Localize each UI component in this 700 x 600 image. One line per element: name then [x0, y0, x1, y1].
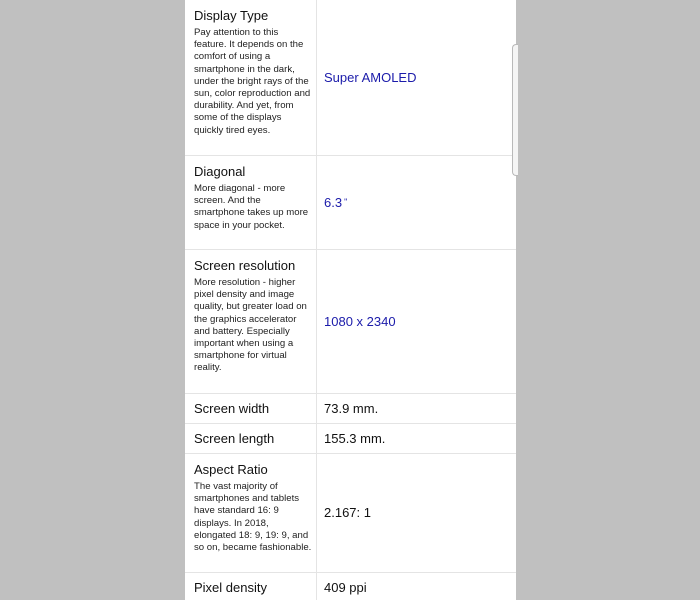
- spec-label-cell: [185, 573, 317, 600]
- spec-value: 73.9 mm.: [324, 400, 379, 416]
- spec-label: Display Type: [194, 8, 269, 23]
- spec-label-cell: [185, 424, 317, 453]
- spec-value: 155.3 mm.: [324, 430, 386, 446]
- spec-label: Aspect Ratio: [194, 462, 268, 477]
- spec-label-cell: [185, 454, 317, 572]
- spec-value-cell: [317, 573, 516, 600]
- spec-description: More resolution - higher pixel density and image quality, but greater load on the graphics accelerator and battery. Especially important when using a smartphone for virtual reality.: [194, 277, 307, 374]
- spec-value-cell: [317, 156, 516, 249]
- spec-value-link[interactable]: Super AMOLED: [324, 69, 417, 85]
- spec-label-cell: [185, 156, 317, 249]
- spec-value-number: 6.3: [324, 195, 343, 210]
- spec-row-screen-length: [185, 424, 516, 454]
- spec-description: Pay attention to this feature. It depends on the comfort of using a smartphone in the dark, under the bright rays of the sun, color reproduction and durability. And yet, from some of the displays quickly tired eyes.: [194, 27, 311, 136]
- spec-label: Screen length: [194, 430, 275, 446]
- spec-description: More diagonal - more screen. And the smartphone takes up more space in your pocket.: [194, 183, 309, 231]
- spec-value-cell: [317, 0, 516, 155]
- spec-row-aspect-ratio: [185, 454, 516, 573]
- spec-label: Diagonal: [194, 164, 246, 179]
- spec-value: 2.167: 1: [324, 505, 371, 520]
- spec-value-cell: [317, 424, 516, 453]
- spec-row-diagonal: [185, 156, 516, 250]
- spec-value-link[interactable]: 1080 x 2340: [324, 313, 396, 329]
- spec-label: Screen width: [194, 400, 270, 416]
- spec-label: Pixel density: [194, 579, 267, 595]
- spec-label: Screen resolution: [194, 258, 296, 273]
- spec-value-link[interactable]: [324, 194, 347, 211]
- spec-row-screen-resolution: [185, 250, 516, 394]
- spec-value-cell: [317, 250, 516, 393]
- scroll-handle[interactable]: [512, 44, 518, 176]
- spec-value-unit: ": [344, 197, 348, 207]
- spec-table: [185, 0, 516, 600]
- spec-label-cell: [185, 0, 317, 155]
- spec-page: [185, 0, 516, 600]
- spec-description: The vast majority of smartphones and tablets have standard 16: 9 displays. In 2018, elongated 18: 9, 19: 9, and so on, became fashionable.: [194, 481, 312, 554]
- spec-value-cell: [317, 394, 516, 423]
- spec-value-cell: [317, 454, 516, 572]
- spec-row-display-type: [185, 0, 516, 156]
- spec-row-pixel-density: [185, 573, 516, 600]
- spec-label-cell: [185, 394, 317, 423]
- spec-value: 409 ppi: [324, 579, 367, 595]
- spec-label-cell: [185, 250, 317, 393]
- spec-row-screen-width: [185, 394, 516, 424]
